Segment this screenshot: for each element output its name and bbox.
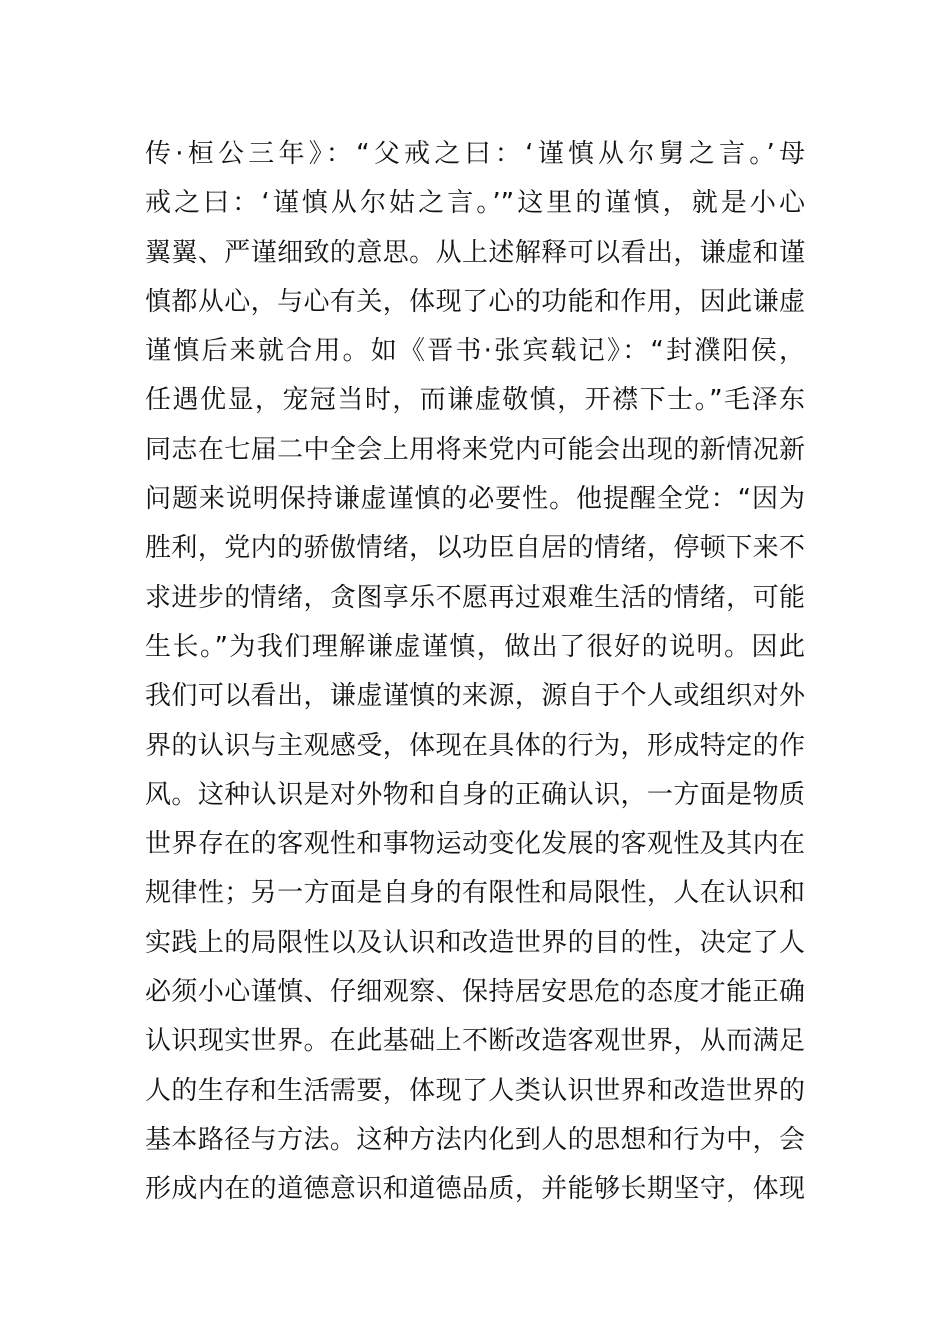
text-line: 慎都从心，与心有关，体现了心的功能和作用，因此谦虚 bbox=[145, 286, 805, 317]
text-line: 求进步的情绪，贪图享乐不愿再过艰难生活的情绪，可能 bbox=[145, 582, 805, 613]
text-line: 任遇优显，宠冠当时，而谦虚敬慎，开襟下士。”毛泽东 bbox=[145, 385, 805, 416]
text-line: 界的认识与主观感受，体现在具体的行为，形成特定的作 bbox=[145, 730, 805, 761]
text-line: 形成内在的道德意识和道德品质，并能够长期坚守，体现 bbox=[145, 1174, 805, 1205]
text-line: 人的生存和生活需要，体现了人类认识世界和改造世界的 bbox=[145, 1075, 805, 1106]
text-line: 实践上的局限性以及认识和改造世界的目的性，决定了人 bbox=[145, 927, 805, 958]
text-line: 风。这种认识是对外物和自身的正确认识，一方面是物质 bbox=[145, 779, 805, 810]
text-line: 翼翼、严谨细致的意思。从上述解释可以看出，谦虚和谨 bbox=[145, 237, 805, 268]
text-line: 我们可以看出，谦虚谨慎的来源，源自于个人或组织对外 bbox=[145, 681, 805, 712]
text-line: 胜利，党内的骄傲情绪，以功臣自居的情绪，停顿下来不 bbox=[145, 533, 805, 564]
text-line: 戒之曰：‘谨慎从尔姑之言。’”这里的谨慎，就是小心 bbox=[145, 188, 805, 219]
text-line: 同志在七届二中全会上用将来党内可能会出现的新情况新 bbox=[145, 434, 805, 465]
text-line: 认识现实世界。在此基础上不断改造客观世界，从而满足 bbox=[145, 1026, 805, 1057]
text-line: 生长。”为我们理解谦虚谨慎，做出了很好的说明。因此 bbox=[145, 631, 805, 662]
text-line: 问题来说明保持谦虚谨慎的必要性。他提醒全党：“因为 bbox=[145, 484, 805, 515]
text-line: 必须小心谨慎、仔细观察、保持居安思危的态度才能正确 bbox=[145, 977, 805, 1008]
text-line: 基本路径与方法。这种方法内化到人的思想和行为中，会 bbox=[145, 1124, 805, 1155]
text-line: 规律性；另一方面是自身的有限性和局限性，人在认识和 bbox=[145, 878, 805, 909]
body-paragraph bbox=[145, 130, 805, 1215]
text-line: 世界存在的客观性和事物运动变化发展的客观性及其内在 bbox=[145, 829, 805, 860]
text-line: 谨慎后来就合用。如《晋书·张宾载记》：“封濮阳侯， bbox=[145, 336, 805, 367]
text-line: 传·桓公三年》：“父戒之曰：‘谨慎从尔舅之言。’母 bbox=[145, 139, 805, 169]
